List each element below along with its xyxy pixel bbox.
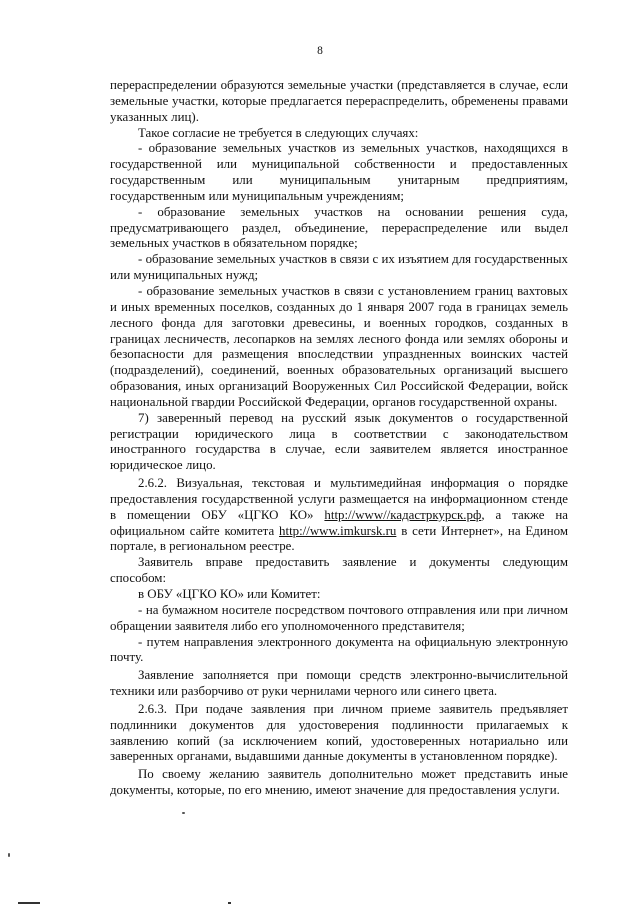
paragraph-submission-recipient: в ОБУ «ЦГКО КО» или Комитет: <box>138 587 321 601</box>
scan-speck <box>8 853 10 857</box>
paragraph-2-6-2 <box>110 476 568 555</box>
scan-edge-mark <box>18 902 40 904</box>
paragraph-method-paper: - на бумажном носителе посредством почтового отправления или при личном обращении заявителя либо его уполномоченного представителя; <box>110 602 568 633</box>
paragraph-consent-exceptions-intro: Такое согласие не требуется в следующих случаях: <box>138 125 419 140</box>
paragraph-item-7-translation: 7) заверенный перевод на русский язык документов о государственной регистрации юридического лица в соответствии с законодательством иностранного государства в случае, если заявителем является иностранное юридическое лицо. <box>110 410 568 473</box>
paragraph-method-electronic: - путем направления электронного документа на официальную электронную почту. <box>110 634 568 665</box>
paragraph-exception-settlements: - образование земельных участков в связи с установлением границ вахтовых и иных временных поселков, созданных до 1 января 2007 года в границах земель лесного фонда для заготовки древесины, и военных городков, созданных в границах лесничеств, лесопарков на землях лесного фонда или землях обороны и безопасности для размещения впоследствии упраздненных воинских частей (подразделений), соединений, военных образовательных организаций высшего образования, иных организаций Вооруженных Сил Российской Федерации, войск национальной гвардии Российской Федерации, органов государственной охраны. <box>110 283 568 409</box>
paragraph-submission-methods: Заявитель вправе предоставить заявление и документы следующим способом: <box>110 555 568 586</box>
page-number: 8 <box>317 45 323 57</box>
committee-site-link[interactable]: http://www.imkursk.ru <box>279 523 397 538</box>
paragraph-additional-documents: По своему желанию заявитель дополнительно может представить иные документы, которые, по его мнению, имеют значение для предоставления услуги. <box>110 767 568 798</box>
cadastre-site-link[interactable]: http://www//кадастркурск.рф <box>324 507 482 522</box>
paragraph-continuation: перераспределении образуются земельные участки (представляется в случае, если земельные участки, которые предлагается перераспределить, обременены правами указанных лиц). <box>110 78 568 124</box>
document-body <box>110 78 568 799</box>
paragraph-exception-state-property: - образование земельных участков из земельных участков, находящихся в государственной или муниципальной собственности и предоставленных государственным или муниципальным унитарным предприятиям, государственным или муниципальным учреждениям; <box>110 141 568 203</box>
scan-edge-mark <box>228 902 231 904</box>
paragraph-exception-seizure: - образование земельных участков в связи с их изъятием для государственных или муниципальных нужд; <box>110 252 568 283</box>
paragraph-2-6-2-text-end: в сети Интернет», на Едином портале, в региональном реестре. <box>110 523 568 554</box>
scan-speck <box>182 812 185 814</box>
paragraph-filling-rules: Заявление заполняется при помощи средств электронно-вычислительной техники или разборчиво от руки чернилами черного или синего цвета. <box>110 668 568 699</box>
paragraph-2-6-3: 2.6.3. При подаче заявления при личном приеме заявитель предъявляет подлинники документов для удостоверения подлинности прилагаемых к заявлению копий (за исключением копий, удостоверенных нотариально или заверенных органами, выдавшими данные документы в установленном порядке). <box>110 701 568 764</box>
paragraph-exception-court-decision: - образование земельных участков на основании решения суда, предусматривающего раздел, объединение, перераспределение или выдел земельных участков в обязательном порядке; <box>110 204 568 251</box>
paragraph-2-6-2-text-start: 2.6.2. Визуальная, текстовая и мультимедийная информация о порядке предоставления государственной услуги размещается на информационном стенде в помещении ОБУ «ЦГКО КО» <box>110 476 568 522</box>
paragraph-2-6-2-text-middle: , а также на официальном сайте комитета <box>110 507 568 538</box>
